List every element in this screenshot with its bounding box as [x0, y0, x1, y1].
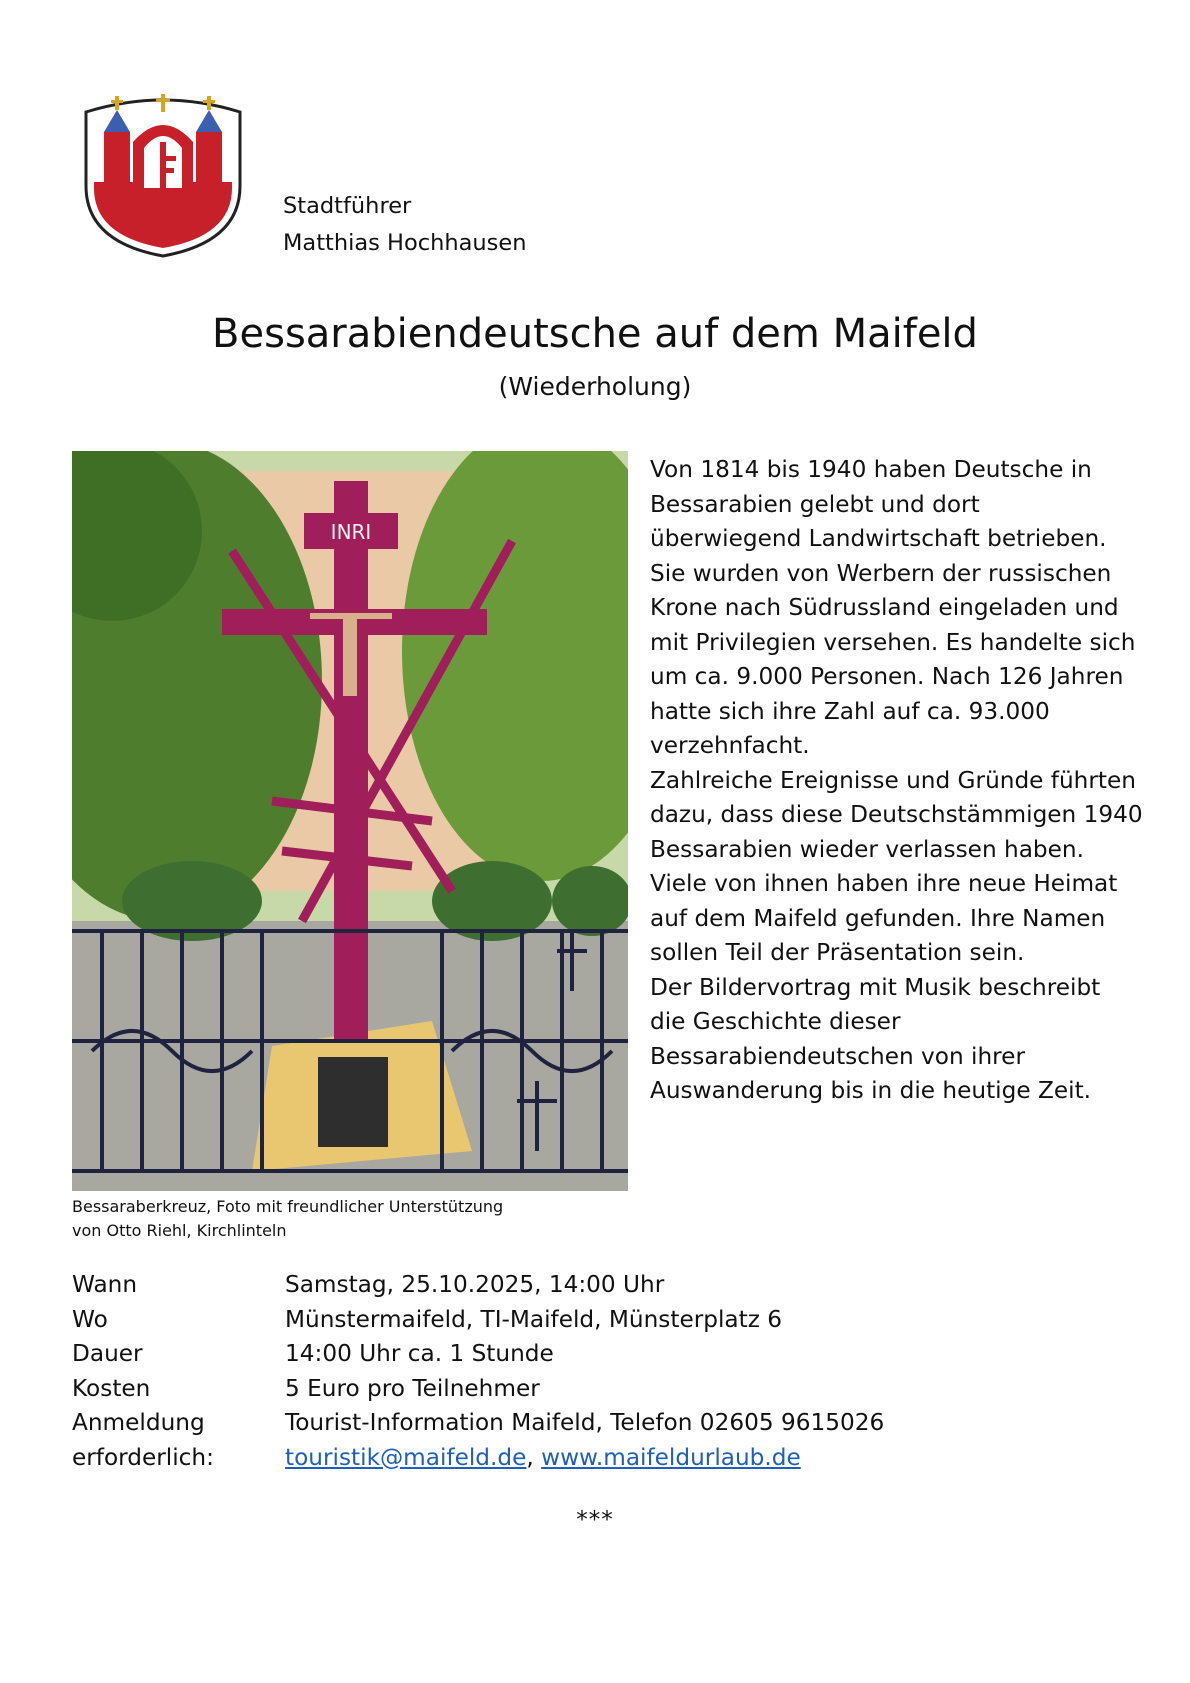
detail-row-cost — [72, 1372, 1122, 1407]
description-line: um ca. 9.000 Personen. Nach 126 Jahren — [650, 663, 1124, 690]
cross-photo — [72, 451, 628, 1191]
description-line: Der Bildervortrag mit Musik beschreibt — [650, 973, 1101, 1001]
description-line: Bessarabien wieder verlassen haben. — [650, 835, 1084, 863]
description-line: Auswanderung bis in die heutige Zeit. — [650, 1077, 1092, 1104]
duration-label: Dauer — [72, 1340, 143, 1367]
description-line: die Geschichte dieser — [650, 1008, 901, 1035]
coat-of-arms-logo — [78, 90, 248, 260]
description-line: Von 1814 bis 1940 haben Deutsche in — [650, 456, 1092, 483]
registration-value: Tourist-Information Maifeld, Telefon 02605 9615026 — [285, 1409, 885, 1436]
caption-line: Bessaraberkreuz, Foto mit freundlicher Unterstützung — [72, 1197, 504, 1216]
when-value: Samstag, 25.10.2025, 14:00 Uhr — [285, 1271, 665, 1298]
description-line: auf dem Maifeld gefunden. Ihre Namen — [650, 904, 1106, 932]
guide-role: Stadtführer — [283, 193, 412, 219]
description-line: Bessarabiendeutschen von ihrer — [650, 1042, 1025, 1070]
description-line: Sie wurden von Werbern der russischen — [650, 559, 1112, 587]
description-line: überwiegend Landwirtschaft betrieben. — [650, 525, 1107, 552]
event-details — [72, 1268, 1122, 1475]
detail-row-contact — [72, 1441, 1122, 1476]
when-label: Wann — [72, 1271, 138, 1298]
website-link[interactable]: www.maifeldurlaub.de — [541, 1443, 801, 1471]
photo-caption — [72, 1195, 632, 1243]
description-line: sollen Teil der Präsentation sein. — [650, 939, 1025, 966]
detail-row-where — [72, 1303, 1122, 1338]
detail-row-duration — [72, 1337, 1122, 1372]
where-label: Wo — [72, 1305, 108, 1333]
registration-label: Anmeldung — [72, 1409, 205, 1436]
caption-line: von Otto Riehl, Kirchlinteln — [72, 1221, 287, 1240]
description-line: Viele von ihnen haben ihre neue Heimat — [650, 870, 1118, 897]
cost-value: 5 Euro pro Teilnehmer — [285, 1374, 540, 1402]
link-separator: , — [526, 1443, 542, 1471]
where-value: Münstermaifeld, TI-Maifeld, Münsterplatz 6 — [285, 1305, 783, 1333]
event-title: Bessarabiendeutsche auf dem Maifeld — [212, 311, 978, 357]
detail-row-when — [72, 1268, 1122, 1303]
cost-label: Kosten — [72, 1374, 151, 1402]
description-line: Bessarabien gelebt und dort — [650, 490, 980, 518]
description-line: verzehnfacht. — [650, 732, 810, 759]
event-description — [650, 453, 1150, 1109]
guide-info — [283, 188, 526, 262]
detail-row-registration — [72, 1406, 1122, 1441]
footer-stars: *** — [576, 1507, 614, 1533]
cross-sign-text: INRI — [330, 520, 372, 544]
guide-name: Matthias Hochhausen — [283, 230, 527, 256]
contact-links — [285, 1441, 801, 1476]
email-link[interactable]: touristik@maifeld.de — [285, 1443, 527, 1471]
event-subtitle: (Wiederholung) — [498, 372, 692, 401]
description-line: dazu, dass diese Deutschstämmigen 1940 — [650, 801, 1143, 828]
description-line: mit Privilegien versehen. Es handelte sich — [650, 628, 1136, 656]
duration-value: 14:00 Uhr ca. 1 Stunde — [285, 1340, 554, 1367]
description-line: hatte sich ihre Zahl auf ca. 93.000 — [650, 697, 1050, 725]
description-line: Zahlreiche Ereignisse und Gründe führten — [650, 766, 1136, 794]
description-line: Krone nach Südrussland eingeladen und — [650, 594, 1119, 621]
required-label: erforderlich: — [72, 1443, 214, 1471]
